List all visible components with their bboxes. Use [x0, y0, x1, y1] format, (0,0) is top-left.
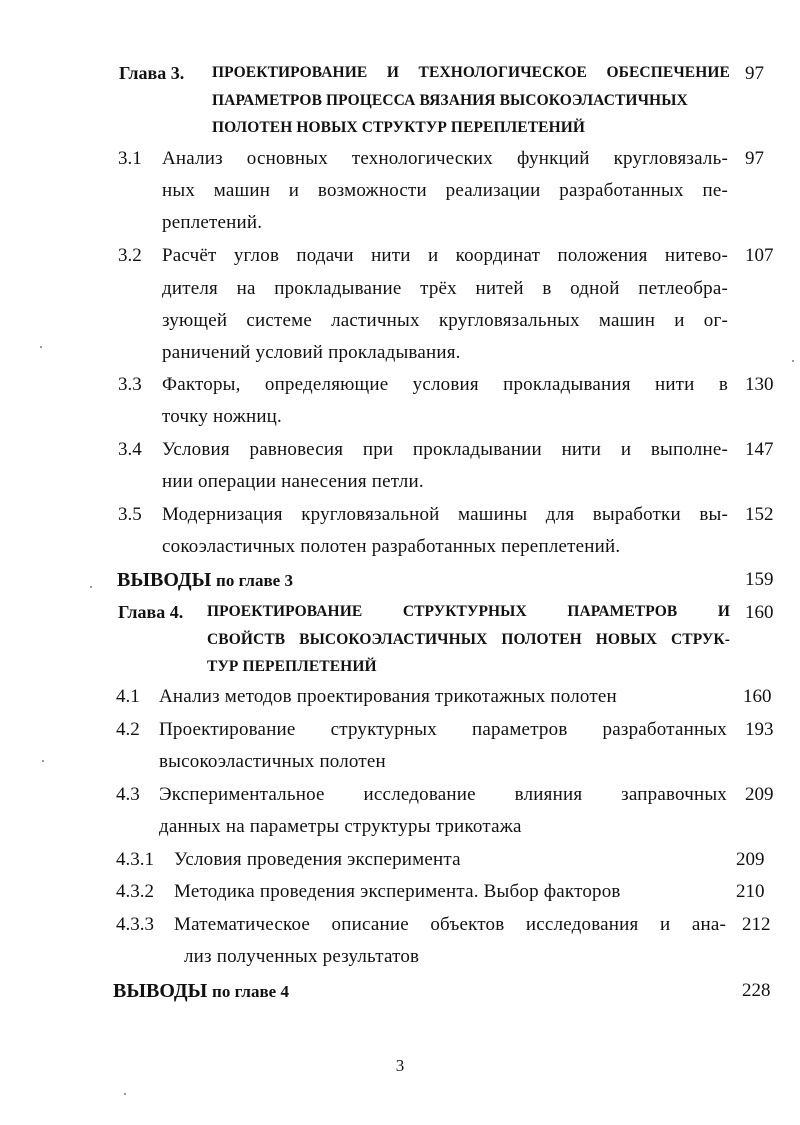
chapter3-page: 97 [745, 63, 764, 84]
section-4-3-number: 4.3 [116, 784, 140, 805]
section-3-3-number: 3.3 [118, 374, 142, 395]
section-4-2-number: 4.2 [116, 719, 140, 740]
section-4-3-2-number: 4.3.2 [116, 881, 154, 902]
page-number: 3 [395, 1056, 405, 1075]
section-4-2-line-2: высокоэластичных полотен [159, 751, 386, 772]
section-3-1-line-2: ных машин и возможности реализации разработанных пе- [162, 180, 728, 201]
chapter3-summary [117, 568, 293, 593]
section-3-2-page: 107 [745, 245, 774, 266]
scan-speck [90, 586, 92, 588]
section-4-3-1-line-1: Условия проведения эксперимента [174, 849, 461, 870]
section-4-2-line-1: Проектирование структурных параметров разработанных [159, 719, 727, 740]
chapter4-summary-page: 228 [742, 980, 771, 1001]
section-3-4-number: 3.4 [118, 439, 142, 460]
section-4-3-3-line-1: Математическое описание объектов исследования и ана- [174, 914, 726, 935]
section-3-3-line-1: Факторы, определяющие условия прокладывания нити в [162, 374, 728, 395]
chapter4-summary [113, 979, 289, 1004]
scan-speck [124, 1093, 126, 1095]
section-3-4-line-1: Условия равновесия при прокладывании нити и выполне- [162, 439, 728, 460]
scan-speck [40, 346, 42, 348]
chapter4-title-line-3: ТУР ПЕРЕПЛЕТЕНИЙ [207, 658, 377, 675]
section-4-3-line-2: данных на параметры структуры трикотажа [159, 816, 522, 837]
chapter3-summary-rest: по главе 3 [216, 571, 293, 590]
section-4-3-3-page: 212 [742, 914, 771, 935]
chapter4-title-line-2: СВОЙСТВ ВЫСОКОЭЛАСТИЧНЫХ ПОЛОТЕН НОВЫХ СТРУК- [207, 631, 730, 648]
chapter4-page: 160 [745, 602, 774, 623]
section-3-3-page: 130 [745, 374, 774, 395]
section-3-2-number: 3.2 [118, 245, 142, 266]
section-4-3-3-number: 4.3.3 [116, 914, 154, 935]
section-4-3-3-line-2: лиз полученных результатов [184, 946, 420, 967]
chapter3-title-line-1: ПРОЕКТИРОВАНИЕ И ТЕХНОЛОГИЧЕСКОЕ ОБЕСПЕЧЕНИЕ [212, 64, 730, 81]
section-4-3-2-line-1: Методика проведения эксперимента. Выбор факторов [174, 881, 621, 902]
section-3-5-page: 152 [745, 504, 774, 525]
section-4-3-2-page: 210 [736, 881, 765, 902]
chapter3-summary-bold: ВЫВОДЫ [117, 569, 212, 591]
scan-speck [792, 360, 794, 362]
section-4-1-line-1: Анализ методов проектирования трикотажных полотен [159, 686, 617, 707]
section-4-3-page: 209 [745, 784, 774, 805]
section-3-5-number: 3.5 [118, 504, 142, 525]
section-3-5-line-1: Модернизация кругловязальной машины для выработки вы- [162, 504, 728, 525]
chapter4-summary-bold: ВЫВОДЫ [113, 980, 208, 1002]
chapter3-summary-page: 159 [745, 569, 774, 590]
section-3-1-line-1: Анализ основных технологических функций кругловязаль- [162, 148, 728, 169]
section-4-1-number: 4.1 [116, 686, 140, 707]
section-3-3-line-2: точку ножниц. [162, 406, 283, 427]
scan-speck [42, 760, 44, 762]
section-4-2-page: 193 [745, 719, 774, 740]
section-4-3-1-number: 4.3.1 [116, 849, 154, 870]
section-3-5-line-2: сокоэластичных полотен разработанных переплетений. [162, 536, 621, 557]
section-4-3-line-1: Экспериментальное исследование влияния заправочных [159, 784, 727, 805]
section-3-2-line-4: раничений условий прокладывания. [162, 342, 461, 363]
section-3-1-page: 97 [745, 148, 764, 169]
chapter3-title-line-2: ПАРАМЕТРОВ ПРОЦЕССА ВЯЗАНИЯ ВЫСОКОЭЛАСТИЧНЫХ [212, 92, 688, 109]
chapter3-title-line-3: ПОЛОТЕН НОВЫХ СТРУКТУР ПЕРЕПЛЕТЕНИЙ [212, 119, 586, 136]
section-4-3-1-page: 209 [736, 849, 765, 870]
section-3-1-number: 3.1 [118, 148, 142, 169]
section-3-4-line-2: нии операции нанесения петли. [162, 471, 424, 492]
section-3-1-line-3: реплетений. [162, 212, 263, 233]
section-4-1-page: 160 [743, 686, 772, 707]
chapter4-label: Глава 4. [118, 602, 184, 622]
chapter4-summary-rest: по главе 4 [212, 982, 289, 1001]
section-3-2-line-2: дителя на прокладывание трёх нитей в одной петлеобра- [162, 278, 728, 299]
chapter3-label: Глава 3. [119, 63, 185, 83]
section-3-2-line-3: зующей системе ластичных кругловязальных машин и ог- [162, 310, 728, 331]
chapter4-title-line-1: ПРОЕКТИРОВАНИЕ СТРУКТУРНЫХ ПАРАМЕТРОВ И [207, 603, 730, 620]
section-3-2-line-1: Расчёт углов подачи нити и координат положения нитево- [162, 245, 728, 266]
section-3-4-page: 147 [745, 439, 774, 460]
